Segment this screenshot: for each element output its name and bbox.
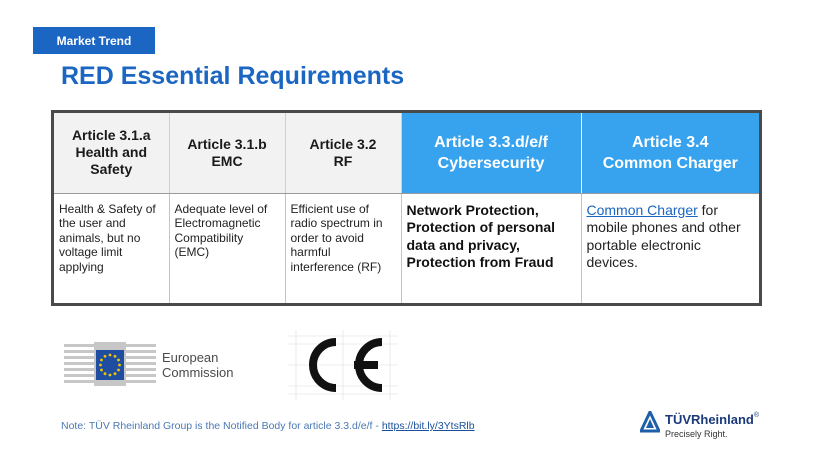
cell-line: radio spectrum in xyxy=(290,216,383,230)
cell-line: devices. xyxy=(586,254,638,270)
cell-line: animals, but no xyxy=(59,230,141,245)
note-link[interactable]: https://bit.ly/3YtsRlb xyxy=(381,420,475,432)
ec-text-line: Commission xyxy=(162,365,234,380)
header-line: Health and xyxy=(75,144,148,161)
cell-line: order to avoid xyxy=(290,230,364,245)
tuv-registered-mark: ® xyxy=(753,412,760,419)
tuv-slogan: Precisely Right. xyxy=(665,429,728,439)
header-line: Article 3.1.b xyxy=(187,135,267,152)
tuv-triangle-icon xyxy=(640,411,660,433)
requirements-table xyxy=(51,110,762,306)
col-header-article-3-4 xyxy=(581,113,759,193)
cell-line: harmful xyxy=(290,245,331,259)
header-line: Article 3.2 xyxy=(309,135,377,152)
header-line: Article 3.1.a xyxy=(71,127,151,144)
cell-line: interference (RF) xyxy=(290,259,382,274)
tuv-rheinland-logo xyxy=(640,410,780,442)
header-line: Common Charger xyxy=(602,154,738,172)
cell-line: data and privacy, xyxy=(406,236,520,253)
cell-line: Network Protection, xyxy=(406,201,539,218)
cell-line: (EMC) xyxy=(174,245,210,259)
tuv-name-text: TÜVRheinland xyxy=(665,412,754,427)
header-line: RF xyxy=(333,152,353,169)
cell-rf xyxy=(285,193,401,303)
cell-line: Efficient use of xyxy=(290,201,369,216)
cell-line: Protection of personal xyxy=(406,219,556,235)
col-header-article-3-2 xyxy=(285,113,401,193)
cell-line: mobile phones and other xyxy=(586,219,741,235)
header-line: Article 3.3.d/e/f xyxy=(434,133,548,151)
cell-line: portable electronic xyxy=(586,236,701,253)
european-commission-logo xyxy=(64,340,244,390)
cell-common-charger xyxy=(581,193,759,303)
cell-line: for xyxy=(697,201,718,218)
cell-line: Adequate level of xyxy=(174,201,268,216)
cell-emc xyxy=(169,193,285,303)
cell-health-safety xyxy=(54,193,169,303)
section-tag: Market Trend xyxy=(33,27,155,54)
ec-wordmark xyxy=(162,350,234,380)
cell-line: Electromagnetic xyxy=(174,216,261,230)
cell-line: voltage limit xyxy=(59,245,123,259)
page-title: RED Essential Requirements xyxy=(61,62,405,90)
cell-line: the user and xyxy=(59,216,126,230)
cell-line: Protection from Fraud xyxy=(406,254,554,270)
table-header-row xyxy=(54,113,759,193)
common-charger-link[interactable]: Common Charger xyxy=(586,201,698,218)
tuv-wordmark xyxy=(665,412,759,427)
header-line: Article 3.4 xyxy=(632,133,709,151)
eu-flag-icon xyxy=(64,340,156,390)
col-header-article-3-1-a xyxy=(54,113,169,193)
cell-cybersecurity xyxy=(401,193,581,303)
header-line: Safety xyxy=(90,161,133,178)
header-line: Cybersecurity xyxy=(437,154,545,172)
ce-mark-icon xyxy=(288,330,398,400)
footer-note xyxy=(61,420,475,432)
ec-text-line: European xyxy=(162,350,219,365)
header-line: EMC xyxy=(211,152,243,169)
col-header-article-3-3 xyxy=(401,113,581,193)
cell-line: applying xyxy=(59,259,104,274)
cell-line: Compatibility xyxy=(174,230,244,245)
table-body-row xyxy=(54,193,759,303)
col-header-article-3-1-b xyxy=(169,113,285,193)
note-text: Note: TÜV Rheinland Group is the Notified Body for article 3.3.d/e/f - xyxy=(61,420,382,432)
cell-line: Health & Safety of xyxy=(59,201,156,216)
